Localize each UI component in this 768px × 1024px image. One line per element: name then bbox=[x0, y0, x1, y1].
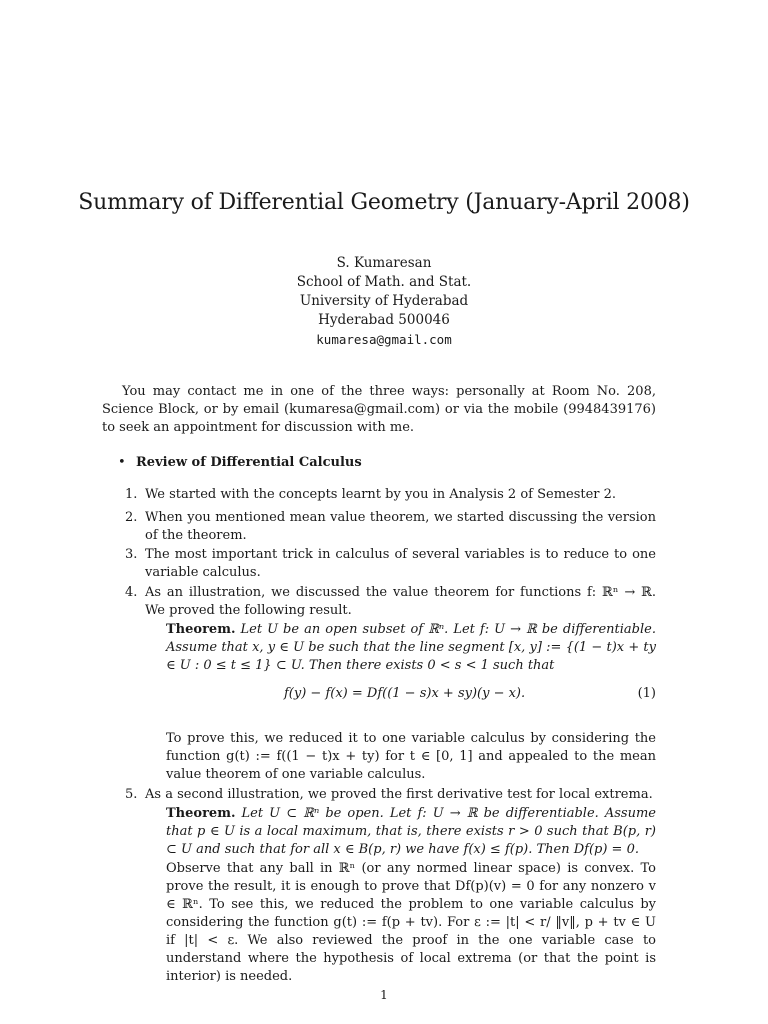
list-item bbox=[125, 509, 656, 545]
theorem-label: Theorem. bbox=[166, 806, 236, 821]
author-city: Hyderabad 500046 bbox=[318, 312, 450, 328]
list-item-text: We started with the concepts learnt by you in Analysis 2 of Semester 2. bbox=[145, 487, 617, 502]
equation-formula: f(y) − f(x) = Df((1 − s)x + sy)(y − x). bbox=[284, 686, 526, 701]
list-item-text: As an illustration, we discussed the value theorem for functions f: ℝⁿ → ℝ. We proved the following result. bbox=[145, 585, 656, 618]
theorem-body: Let U ⊂ ℝⁿ be open. Let f: U → ℝ be differentiable. Assume that p ∈ U is a local maximum, that is, there exists r > 0 such that B(p, r) ⊂ U and such that for all x ∈ B(p, r) we have f(x) ≤ f(p). Then Df(p) = 0. bbox=[166, 806, 656, 857]
list-item bbox=[125, 786, 656, 804]
list-item-text: As a second illustration, we proved the first derivative test for local extrema. bbox=[145, 787, 653, 802]
author-name: S. Kumaresan bbox=[336, 255, 432, 271]
author-dept: School of Math. and Stat. bbox=[296, 274, 472, 290]
section-heading bbox=[118, 455, 362, 470]
list-item-text: When you mentioned mean value theorem, we started discussing the version of the theorem. bbox=[145, 510, 656, 543]
theorem-1 bbox=[166, 621, 656, 675]
list-item-number: 1. bbox=[125, 487, 138, 502]
list-item bbox=[125, 486, 656, 504]
list-item-number: 4. bbox=[125, 585, 138, 600]
theorem-label: Theorem. bbox=[166, 622, 236, 637]
author-block bbox=[0, 254, 768, 349]
author-university: University of Hyderabad bbox=[299, 293, 469, 309]
page-number: 1 bbox=[380, 988, 388, 1002]
theorem-body: Let U be an open subset of ℝⁿ. Let f: U → ℝ be differentiable. Assume that x, y ∈ U be such that the line segment [x, y] := {(1 − t)x + ty ∈ U : 0 ≤ t ≤ 1} ⊂ U. Then there exists 0 < s < 1 such that bbox=[166, 622, 656, 673]
section-heading-text: Review of Differential Calculus bbox=[136, 455, 362, 470]
proof-paragraph-2: Observe that any ball in ℝⁿ (or any normed linear space) is convex. To prove the result, it is enough to prove that Df(p)(v) = 0 for any nonzero v ∈ ℝⁿ. To see this, we reduced the problem to one variable calculus by considering the function g(t) := f(p + tv). For ε := |t| < r/ ‖v‖, p + tv ∈ U if |t| < ε. We also reviewed the proof in the one variable case to understand where the hypothesis of local extrema (or that the point is interior) is needed. bbox=[166, 861, 656, 984]
list-item-number: 5. bbox=[125, 787, 138, 802]
proof-paragraph-1: To prove this, we reduced it to one variable calculus by considering the function g(t) := f((1 − t)x + ty) for t ∈ [0, 1] and appealed to the mean value theorem of one variable calculus. bbox=[166, 731, 656, 782]
equation-number: (1) bbox=[637, 686, 656, 701]
bullet-icon: • bbox=[118, 455, 126, 470]
theorem-2 bbox=[166, 805, 656, 859]
list-item-text: The most important trick in calculus of several variables is to reduce to one variable calculus. bbox=[145, 547, 656, 580]
list-item bbox=[125, 546, 656, 582]
intro-paragraph: You may contact me in one of the three ways: personally at Room No. 208, Science Block, or by email (kumaresa@gmail.com) or via the mobile (9948439176) to seek an appointment for discussion with me. bbox=[102, 384, 656, 435]
list-item-number: 2. bbox=[125, 510, 138, 525]
list-item-number: 3. bbox=[125, 547, 138, 562]
author-email: kumaresa@gmail.com bbox=[316, 332, 452, 347]
list-item bbox=[125, 584, 656, 620]
page-title: Summary of Differential Geometry (January-April 2008) bbox=[78, 190, 690, 215]
